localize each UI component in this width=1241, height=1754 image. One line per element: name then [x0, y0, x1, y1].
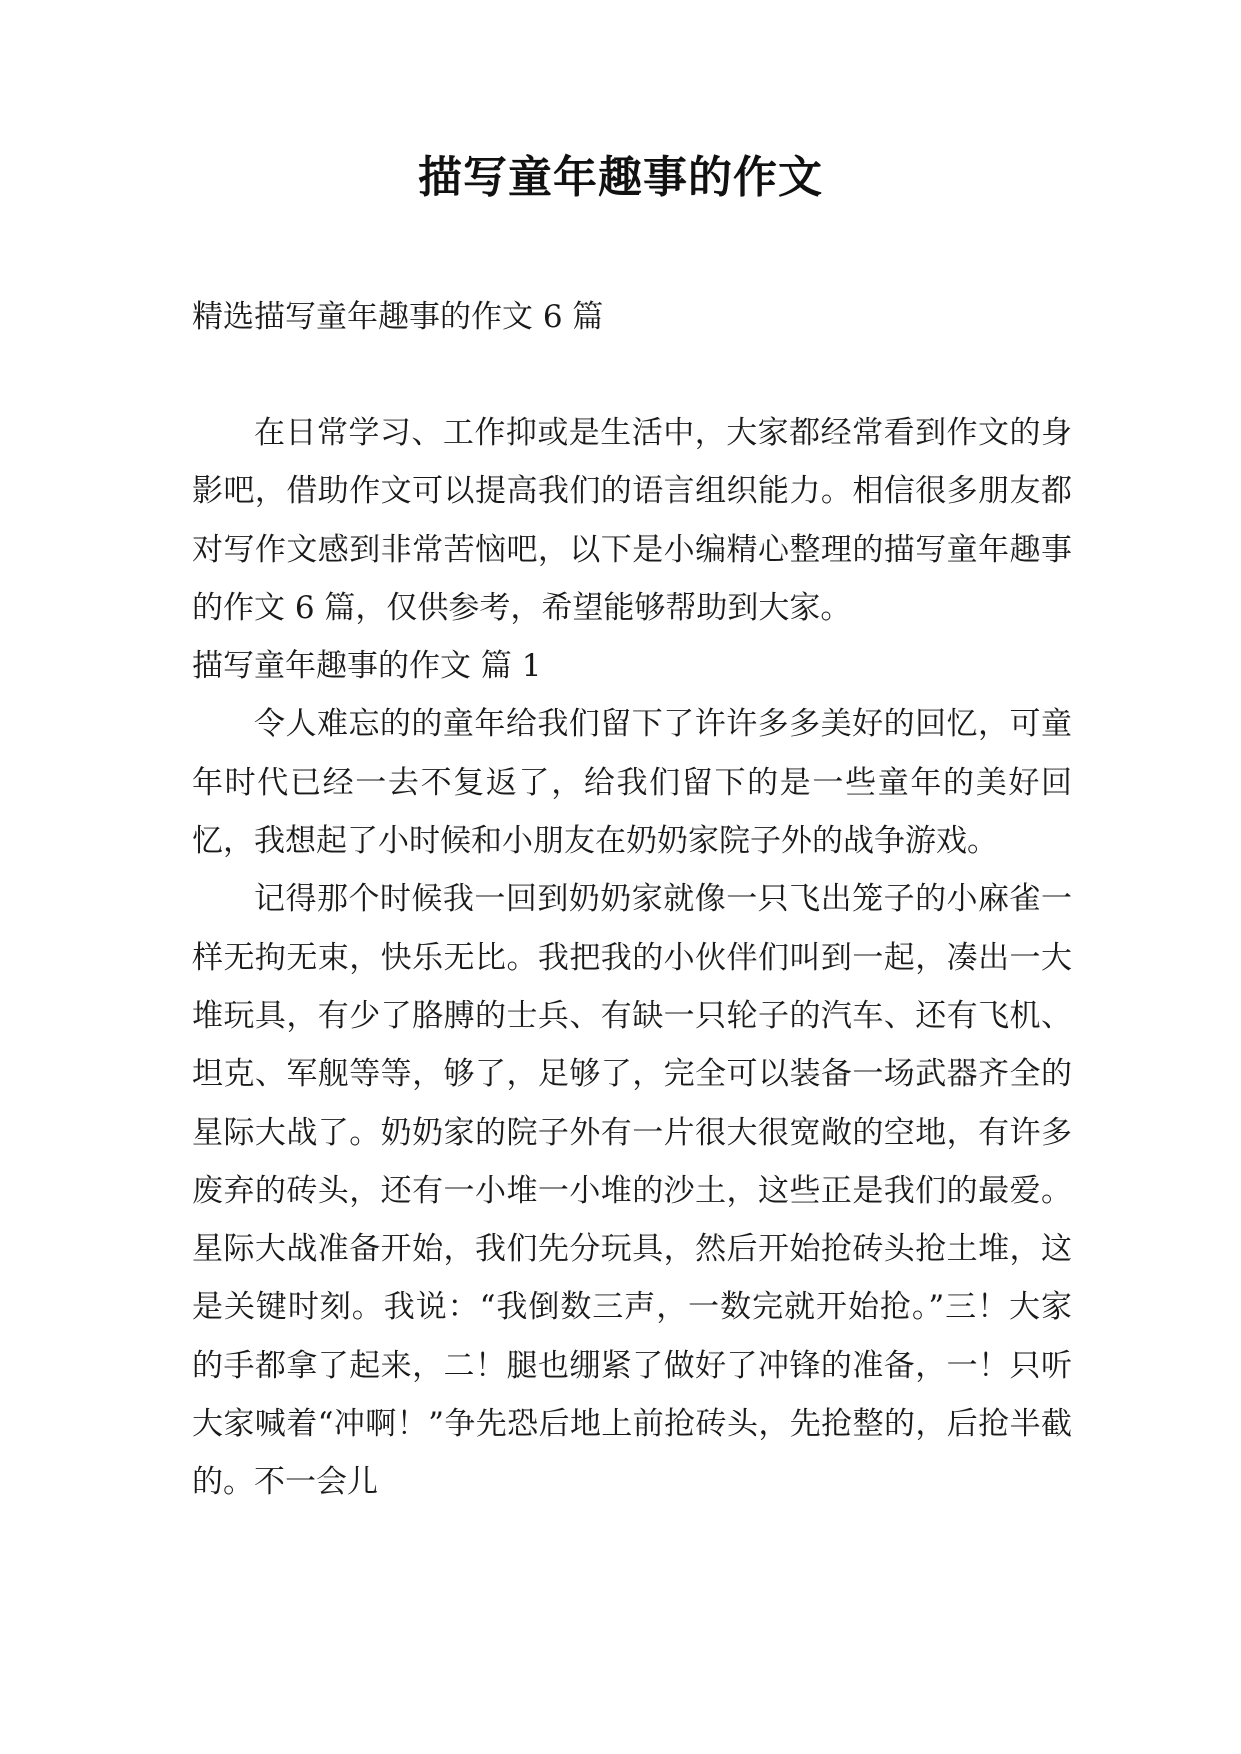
body-paragraph: 记得那个时候我一回到奶奶家就像一只飞出笼子的小麻雀一样无拘无束，快乐无比。我把我的小伙伴们叫到一起，凑出一大堆玩具，有少了胳膊的士兵、有缺一只轮子的汽车、还有飞机、坦克、军舰等等，够了，足够了，完全可以装备一场武器齐全的星际大战了。奶奶家的院子外有一片很大很宽敞的空地，有许多废弃的砖头，还有一小堆一小堆的沙土，这些正是我们的最爱。星际大战准备开始，我们先分玩具，然后开始抢砖头抢土堆，这是关键时刻。我说：“我倒数三声，一数完就开始抢。”三！大家的手都拿了起来，二！腿也绷紧了做好了冲锋的准备，一！只听大家喊着“冲啊！”争先恐后地上前抢砖头，先抢整的，后抢半截的。不一会儿	[192, 881, 1072, 1501]
document-subtitle: 精选描写童年趣事的作文 6 篇	[192, 299, 604, 335]
section-heading: 描写童年趣事的作文 篇 1	[192, 648, 542, 685]
document-body	[192, 404, 1072, 1512]
document-title: 描写童年趣事的作文	[418, 152, 823, 203]
body-paragraph: 令人难忘的的童年给我们留下了许许多多美好的回忆，可童年时代已经一去不复返了，给我们留下的是一些童年的美好回忆，我想起了小时候和小朋友在奶奶家院子外的战争游戏。	[192, 706, 1072, 860]
intro-paragraph: 在日常学习、工作抑或是生活中，大家都经常看到作文的身影吧，借助作文可以提高我们的语言组织能力。相信很多朋友都对写作文感到非常苦恼吧，以下是小编精心整理的描写童年趣事的作文 6 篇，仅供参考，希望能够帮助到大家。	[192, 415, 1072, 626]
